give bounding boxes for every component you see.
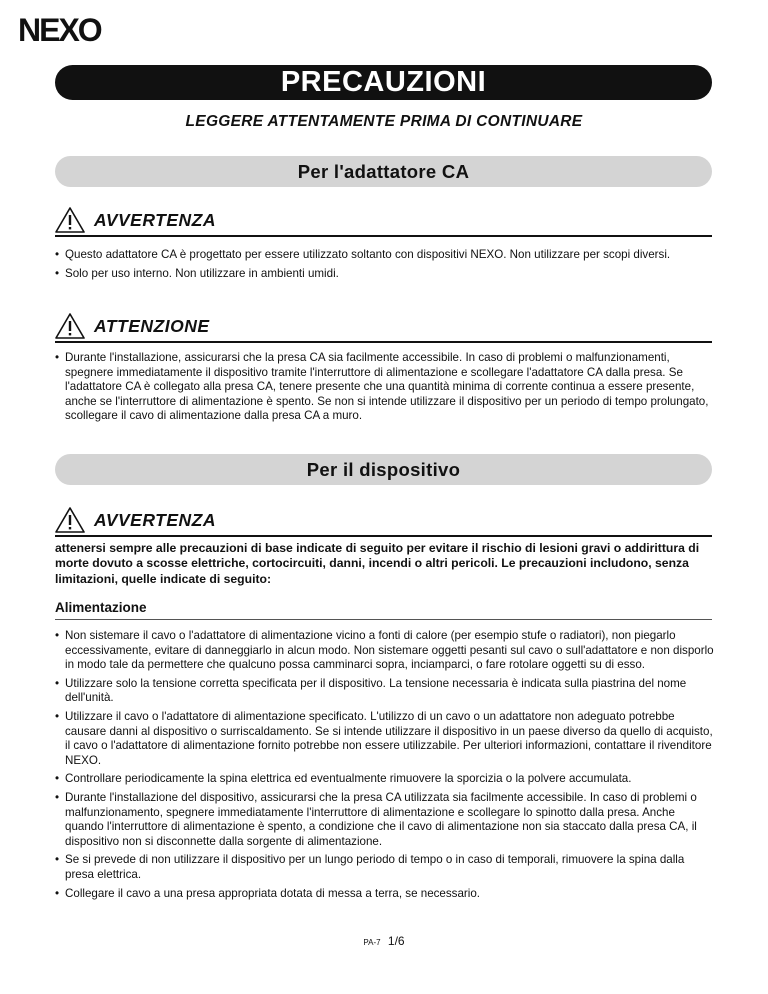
nexo-logo bbox=[18, 14, 120, 44]
warning-label: AVVERTENZA bbox=[94, 210, 217, 230]
adapter-caution-list bbox=[55, 351, 715, 428]
list-item: • Controllare periodicamente la spina elettrica ed eventualmente rimuovere la sporcizia o la polvere accumulata. bbox=[55, 772, 715, 787]
adapter-warning-list bbox=[55, 248, 715, 285]
list-item: • Utilizzare solo la tensione corretta specificata per il dispositivo. La tensione necessaria è indicata sulla piastrina del nome dell'unità. bbox=[55, 677, 715, 706]
caution-label: ATTENZIONE bbox=[94, 316, 210, 336]
warning-heading-device bbox=[55, 507, 712, 537]
device-power-list bbox=[55, 629, 715, 905]
document-code: PA-7 bbox=[363, 938, 381, 947]
warning-triangle-icon bbox=[55, 207, 85, 233]
section-heading-device: Per il dispositivo bbox=[55, 454, 712, 485]
list-item: • Durante l'installazione del dispositivo, assicurarsi che la presa CA utilizzata sia facilmente accessibile. In caso di problemi o malfunzionamento, spegnere immediatamente l'interruttore di alimentazione e scollegare lo spinotto dalla presa. Anche quando l'interruttore di alimentazione è spento, a condizione che il cavo di alimentazione non sia staccato dalla presa CA, il dispositivo non si disconnette dalla sorgente di alimentazione. bbox=[55, 791, 715, 849]
list-item: • Solo per uso interno. Non utilizzare in ambienti umidi. bbox=[55, 267, 715, 282]
list-item: • Utilizzare il cavo o l'adattatore di alimentazione specificato. L'utilizzo di un cavo o un adattatore non adeguato potrebbe causare danni al dispositivo o surriscaldamento. Se si intende utilizzare il dispositivo in un paese diverso da quello di acquisto, il cavo o l'adattatore di alimentazione fornito potrebbe non essere utilizzabile. Per ulteriori informazioni, contattare il rivenditore NEXO. bbox=[55, 710, 715, 768]
list-item: • Durante l'installazione, assicurarsi che la presa CA sia facilmente accessibile. In caso di problemi o malfunzionamenti, spegnere immediatamente il dispositivo tramite l'interruttore di alimentazione e scollegare l'adattatore CA dalla presa. Se l'adattatore CA è collegato alla presa CA, tenere presente che una quantità minima di corrente continua a essere presente, anche se l'interruttore di alimentazione è spento. Se non si intende utilizzare il dispositivo per un periodo di tempo prolungato, scollegare il cavo di alimentazione dalla presa CA a muro. bbox=[55, 351, 715, 424]
warning-heading-adapter bbox=[55, 207, 712, 237]
warning-triangle-icon bbox=[55, 507, 85, 533]
list-item: • Non sistemare il cavo o l'adattatore di alimentazione vicino a fonti di calore (per esempio stufe o radiatori), non piegarlo eccessivamente, evitare di danneggiarlo in alcun modo. Non sistemare oggetti pesanti sul cavo o sull'adattatore e non disporlo in modo tale da permettere che qualcuno possa camminarci sopra, inciamparci, o fare rotolare oggetti su di esso. bbox=[55, 629, 715, 673]
warning-label: AVVERTENZA bbox=[94, 510, 217, 530]
page-subtitle: LEGGERE ATTENTAMENTE PRIMA DI CONTINUARE bbox=[185, 113, 583, 130]
warning-triangle-icon bbox=[55, 313, 85, 339]
list-item: • Questo adattatore CA è progettato per essere utilizzato soltanto con dispositivi NEXO. Non utilizzare per scopi diversi. bbox=[55, 248, 715, 263]
device-warning-intro: attenersi sempre alle precauzioni di base indicate di seguito per evitare il rischio di lesioni gravi o addirittura di morte dovuto a scosse elettriche, cortocircuiti, danni, incendi o altri pericoli. Le precauzioni includono, senza limitazioni, quelle indicate di seguito: bbox=[55, 541, 700, 586]
nexo-logo-text: NEXO bbox=[18, 14, 101, 44]
page-title: PRECAUZIONI bbox=[55, 65, 712, 100]
list-item: • Se si prevede di non utilizzare il dispositivo per un lungo periodo di tempo o in caso di temporali, rimuovere la spina dalla presa elettrica. bbox=[55, 853, 715, 882]
list-item: • Collegare il cavo a una presa appropriata dotata di messa a terra, se necessario. bbox=[55, 887, 715, 902]
page-number: 1/6 bbox=[387, 934, 405, 948]
page-footer bbox=[0, 934, 768, 948]
section-heading-adapter: Per l'adattatore CA bbox=[55, 156, 712, 187]
subsection-heading-alimentazione: Alimentazione bbox=[55, 600, 712, 620]
caution-heading-adapter bbox=[55, 313, 712, 343]
